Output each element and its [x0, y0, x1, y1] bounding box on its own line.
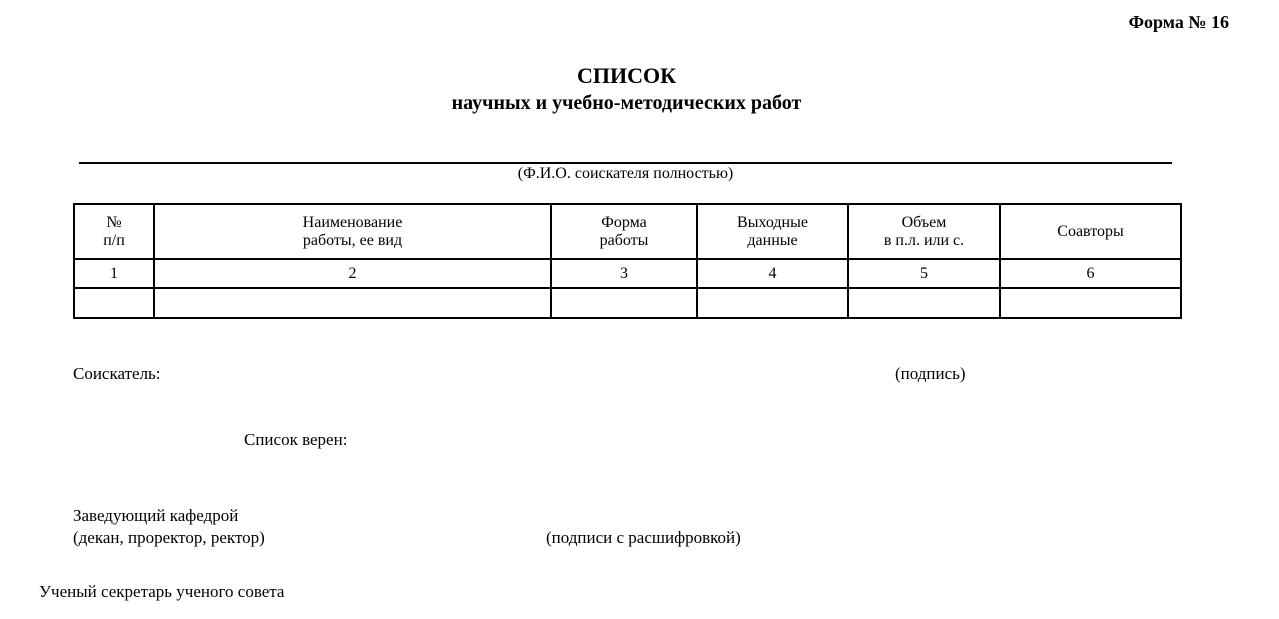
form-number: Форма № 16 — [1128, 12, 1229, 32]
table-cell[interactable] — [74, 288, 154, 318]
header-line: Объем — [901, 213, 947, 231]
table-cell[interactable] — [848, 288, 1000, 318]
signatures-caption: (подписи с расшифровкой) — [546, 528, 741, 547]
column-number: 2 — [154, 259, 551, 288]
table-numbering-row — [74, 259, 1181, 288]
header-cell-publication-data — [697, 204, 848, 259]
header-cell-form — [551, 204, 697, 259]
header-cell-number — [74, 204, 154, 259]
signature-caption: (подпись) — [895, 364, 966, 383]
column-number: 5 — [848, 259, 1000, 288]
header-cell-volume — [848, 204, 1000, 259]
header-line: данные — [747, 231, 798, 249]
table-row — [74, 288, 1181, 318]
head-titles-caption: (декан, проректор, ректор) — [73, 528, 265, 547]
table-cell[interactable] — [1000, 288, 1181, 318]
table-cell[interactable] — [697, 288, 848, 318]
header-line: в п.л. или с. — [883, 231, 965, 249]
table-header-row — [74, 204, 1181, 259]
secretary-label: Ученый секретарь ученого совета — [39, 582, 285, 601]
column-number: 6 — [1000, 259, 1181, 288]
header-line: Форма — [601, 213, 647, 231]
document-title — [0, 62, 1253, 116]
header-line: работы, ее вид — [302, 231, 403, 249]
head-of-department-label: Заведующий кафедрой — [73, 506, 239, 525]
title-subtitle: научных и учебно-методических работ — [451, 92, 802, 114]
header-line: Выходные — [737, 213, 808, 231]
title-main: СПИСОК — [576, 63, 677, 88]
fio-caption: (Ф.И.О. соискателя полностью) — [517, 165, 734, 182]
header-line: п/п — [103, 231, 125, 249]
header-line: работы — [599, 231, 649, 249]
header-cell-title — [154, 204, 551, 259]
column-number: 1 — [74, 259, 154, 288]
column-number: 4 — [697, 259, 848, 288]
table-cell[interactable] — [551, 288, 697, 318]
header-cell-coauthors — [1000, 204, 1181, 259]
list-correct-label: Список верен: — [244, 430, 348, 449]
header-line: № — [106, 213, 122, 231]
works-table — [73, 203, 1182, 319]
header-line: Наименование — [302, 213, 403, 231]
column-number: 3 — [551, 259, 697, 288]
fio-fill-line — [79, 162, 1172, 164]
header-line: Соавторы — [1057, 222, 1124, 240]
applicant-label: Соискатель: — [73, 364, 161, 383]
table-cell[interactable] — [154, 288, 551, 318]
